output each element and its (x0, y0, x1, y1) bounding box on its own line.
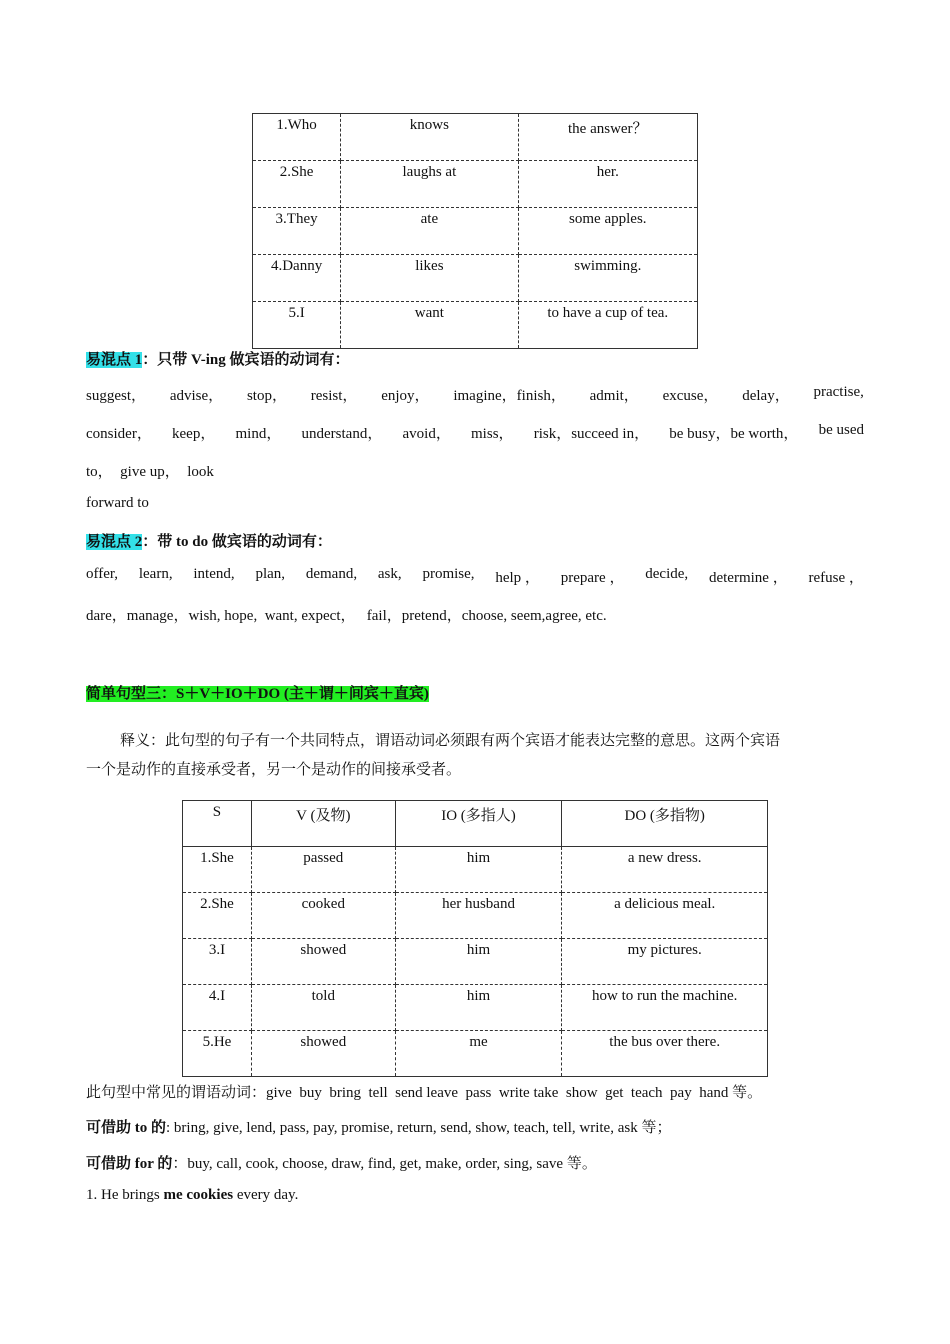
table-cell: showed (251, 939, 395, 985)
for-verbs-label: 可借助 for 的 (86, 1156, 173, 1172)
table-cell: 1.Who (253, 114, 341, 161)
verb-item: risk，succeed in， (533, 426, 650, 442)
verb-item: avoid， (402, 426, 451, 442)
for-verbs-line (86, 1152, 597, 1173)
table-cell: laughs at (341, 161, 518, 208)
verb-item: mind， (235, 426, 282, 442)
table-cell: swimming. (518, 255, 697, 302)
example-suffix: every day. (233, 1187, 299, 1203)
table-cell: a delicious meal. (562, 893, 768, 939)
confusion-2-heading (86, 530, 332, 551)
table-cell: the bus over there. (562, 1031, 768, 1077)
example-sentence (86, 1187, 298, 1204)
verb-item: excuse， (662, 388, 719, 404)
section-3-para-line-1: 释义：此句型的句子有一个共同特点，谓语动词必须跟有两个宾语才能表达完整的意思。这两个宾语 (120, 733, 781, 749)
to-verbs-line (86, 1116, 671, 1137)
verb-item: promise, (422, 566, 475, 582)
table-cell: 5.He (183, 1031, 252, 1077)
example-bold: me cookies (163, 1187, 234, 1203)
verb-item: delay， (742, 388, 790, 404)
table-cell: how to run the machine. (562, 985, 768, 1031)
section-3-heading-text: 简单句型三：S＋V＋IO＋DO (主＋谓＋间宾＋直宾) (86, 686, 429, 702)
table-svo (252, 113, 698, 349)
verb-item: prepare ， (560, 570, 625, 586)
table-cell: likes (341, 255, 518, 302)
table-cell: the answer？ (518, 114, 697, 161)
table-cell: cooked (251, 893, 395, 939)
verb-item: advise， (169, 388, 224, 404)
table-cell: 2.She (253, 161, 341, 208)
table-svoo (182, 800, 768, 1077)
table-cell: some apples. (518, 208, 697, 255)
table-cell: want (341, 302, 518, 349)
verb-item: enjoy， (381, 388, 430, 404)
to-verbs-list: : bring, give, lend, pass, pay, promise, return, send, show, teach, tell, write, ask 等； (166, 1120, 672, 1136)
confusion-1-line-4: forward to (86, 495, 149, 511)
confusion-1-line-2 (86, 422, 864, 443)
confusion-1-tag: 易混点 1 (86, 352, 143, 368)
table-row (253, 302, 698, 349)
to-verbs-label: 可借助 to 的 (86, 1120, 166, 1136)
table-row (253, 161, 698, 208)
verb-item: admit， (589, 388, 639, 404)
table-cell: 5.I (253, 302, 341, 349)
verb-item: suggest， (86, 388, 147, 404)
confusion-2-line-2: dare，manage，wish, hope, want, expect， fail，pretend，choose, seem,agree, etc. (86, 608, 607, 624)
verb-item: consider， (86, 426, 152, 442)
table-cell: my pictures. (562, 939, 768, 985)
verb-item: determine ， (708, 570, 788, 586)
verb-item: keep， (172, 426, 216, 442)
table-row (183, 939, 768, 985)
verb-item: practise, (813, 384, 864, 400)
table-row (183, 985, 768, 1031)
confusion-1-heading (86, 348, 350, 369)
example-prefix: 1. He brings (86, 1187, 164, 1203)
verb-item: intend, (193, 566, 235, 582)
confusion-1-title: ：只带 V-ing 做宾语的动词有： (142, 352, 350, 368)
table-cell: told (251, 985, 395, 1031)
table-cell: to have a cup of tea. (518, 302, 697, 349)
confusion-2-line-1 (86, 566, 864, 587)
verb-item: decide, (645, 566, 689, 582)
verb-item: stop， (246, 388, 287, 404)
table-cell: a new dress. (562, 847, 768, 893)
table-cell: 3.I (183, 939, 252, 985)
table-cell: him (395, 985, 562, 1031)
table-cell: passed (251, 847, 395, 893)
verb-item: understand， (301, 426, 383, 442)
verb-item: ask, (377, 566, 402, 582)
confusion-2-title: ：带 to do 做宾语的动词有： (142, 534, 332, 550)
table-cell: him (395, 939, 562, 985)
table-cell: 4.Danny (253, 255, 341, 302)
common-verbs-line: 此句型中常见的谓语动词：give buy bring tell send leave pass write take show get teach pay hand 等。 (86, 1085, 763, 1101)
for-verbs-list: ：buy, call, cook, choose, draw, find, get, make, order, sing, save 等。 (172, 1156, 597, 1172)
confusion-1-line-3: to， give up， look (86, 464, 214, 480)
section-3-heading (86, 682, 429, 703)
table-cell: ate (341, 208, 518, 255)
table-cell: me (395, 1031, 562, 1077)
table-row (183, 1031, 768, 1077)
verb-item: resist， (310, 388, 358, 404)
table-row (253, 208, 698, 255)
verb-item: offer, (86, 566, 119, 582)
table-cell: 4.I (183, 985, 252, 1031)
table-header-cell: S (183, 801, 252, 847)
table-header-cell: IO (多指人) (395, 801, 562, 847)
verb-item: help ， (495, 570, 540, 586)
confusion-2-tag: 易混点 2 (86, 534, 143, 550)
confusion-1-line-1 (86, 384, 864, 405)
table-header-cell: DO (多指物) (562, 801, 768, 847)
table-row (253, 114, 698, 161)
table-header-row (183, 801, 768, 847)
verb-item: demand, (305, 566, 358, 582)
verb-item: learn, (138, 566, 173, 582)
table-cell: her. (518, 161, 697, 208)
verb-item: miss， (471, 426, 514, 442)
table-cell: him (395, 847, 562, 893)
table-cell: 1.She (183, 847, 252, 893)
table-row (183, 893, 768, 939)
table-cell: 2.She (183, 893, 252, 939)
verb-item: be used (818, 422, 864, 438)
verb-item: imagine，finish， (453, 388, 566, 404)
table-cell: 3.They (253, 208, 341, 255)
verb-item: be busy，be worth， (669, 426, 799, 442)
verb-item: plan, (255, 566, 286, 582)
table-cell: her husband (395, 893, 562, 939)
verb-item: refuse ， (808, 570, 864, 586)
table-cell: showed (251, 1031, 395, 1077)
table-cell: knows (341, 114, 518, 161)
table-header-cell: V (及物) (251, 801, 395, 847)
table-row (253, 255, 698, 302)
table-row (183, 847, 768, 893)
section-3-para-line-2: 一个是动作的直接承受者，另一个是动作的间接承受者。 (86, 762, 462, 778)
